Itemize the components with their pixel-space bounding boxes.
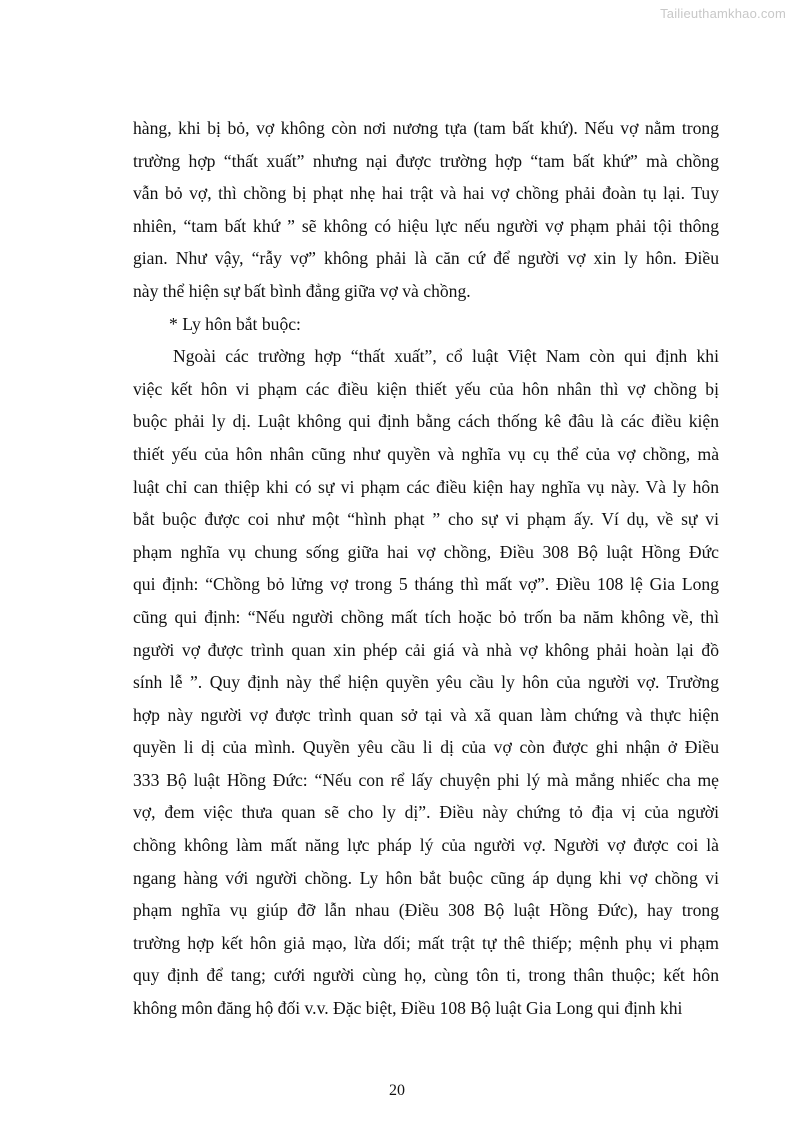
paragraph-continuation <box>133 112 719 308</box>
text-line: buộc phải ly dị. Luật không qui định bằng cách thống kê đâu là các điều kiện <box>133 411 719 432</box>
text-line: phạm nghĩa vụ chung sống giữa hai vợ chồng, Điều 308 Bộ luật Hồng Đức <box>133 541 719 562</box>
text-line: vẫn bỏ vợ, thì chồng bị phạt nhẹ hai trật và hai vợ chồng phải đoàn tụ lại. Tuy <box>133 183 719 204</box>
text-line: 333 Bộ luật Hồng Đức: “Nếu con rể lấy chuyện phi lý mà mắng nhiếc cha mẹ <box>133 769 719 790</box>
text-line: người vợ được trình quan xin phép cải giá và nhà vợ không phải hoàn lại đồ <box>133 639 719 660</box>
text-line: chồng không làm mất năng lực pháp lý của người vợ. Người vợ được coi là <box>133 835 719 856</box>
paragraph-ly-hon-bat-buoc <box>133 340 719 1024</box>
text-line: sính lễ ”. Quy định này thể hiện quyền yêu cầu ly hôn của người vợ. Trường <box>133 672 719 693</box>
text-line: hàng, khi bị bỏ, vợ không còn nơi nương tựa (tam bất khứ). Nếu vợ nằm trong <box>133 118 719 138</box>
text-line: quyền li dị của mình. Quyền yêu cầu li dị của vợ còn được ghi nhận ở Điều <box>133 737 719 758</box>
text-line: vợ, đem việc thưa quan sẽ cho ly dị”. Điều này chứng tỏ địa vị của người <box>133 802 719 823</box>
text-line: việc kết hôn vi phạm các điều kiện thiết yếu của hôn nhân thì vợ chồng bị <box>133 378 719 399</box>
text-line: quy định để tang; cưới người cùng họ, cùng tôn ti, trong thân thuộc; kết hôn <box>133 965 719 986</box>
section-heading: * Ly hôn bắt buộc: <box>169 313 301 334</box>
text-line: này thể hiện sự bất bình đẳng giữa vợ và chồng. <box>133 280 471 301</box>
text-line: gian. Như vậy, “rẫy vợ” không phải là căn cứ để người vợ xin ly hôn. Điều <box>133 248 719 269</box>
text-line: phạm nghĩa vụ giúp đỡ lẫn nhau (Điều 308 Bộ luật Hồng Đức), hay trong <box>133 900 719 921</box>
text-line: trường hợp “thất xuất” nhưng nại được trường hợp “tam bất khứ” mà chồng <box>133 150 719 171</box>
text-line: thiết yếu của hôn nhân cũng như quyền và nghĩa vụ cụ thể của vợ chồng, mà <box>133 443 719 464</box>
text-line: ngang hàng với người chồng. Ly hôn bắt buộc cũng áp dụng khi vợ chồng vi <box>133 867 719 888</box>
text-line: hợp này người vợ được trình quan sở tại và xã quan làm chứng và thực hiện <box>133 704 719 725</box>
text-line: nhiên, “tam bất khứ ” sẽ không có hiệu lực nếu người vợ phạm phải tội thông <box>133 215 719 236</box>
page-number: 20 <box>389 1082 405 1099</box>
text-line: cũng qui định: “Nếu người chồng mất tích hoặc bỏ trốn ba năm không về, thì <box>133 606 719 627</box>
watermark: Tailieuthamkhao.com <box>660 6 786 21</box>
text-line: qui định: “Chồng bỏ lửng vợ trong 5 tháng thì mất vợ”. Điều 108 lệ Gia Long <box>133 574 719 595</box>
text-line: Ngoài các trường hợp “thất xuất”, cổ luật Việt Nam còn qui định khi <box>173 346 719 367</box>
text-line: luật chỉ can thiệp khi có sự vi phạm các điều kiện hay nghĩa vụ này. Và ly hôn <box>133 476 719 497</box>
page-body <box>133 112 719 1025</box>
text-line: trường hợp kết hôn giả mạo, lừa dối; mất trật tự thê thiếp; mệnh phụ vi phạm <box>133 932 719 953</box>
text-line: không môn đăng hộ đối v.v. Đặc biệt, Điều 108 Bộ luật Gia Long qui định khi <box>133 998 683 1019</box>
text-line: bắt buộc được coi như một “hình phạt ” cho sự vi phạm ấy. Ví dụ, về sự vi <box>133 509 719 530</box>
